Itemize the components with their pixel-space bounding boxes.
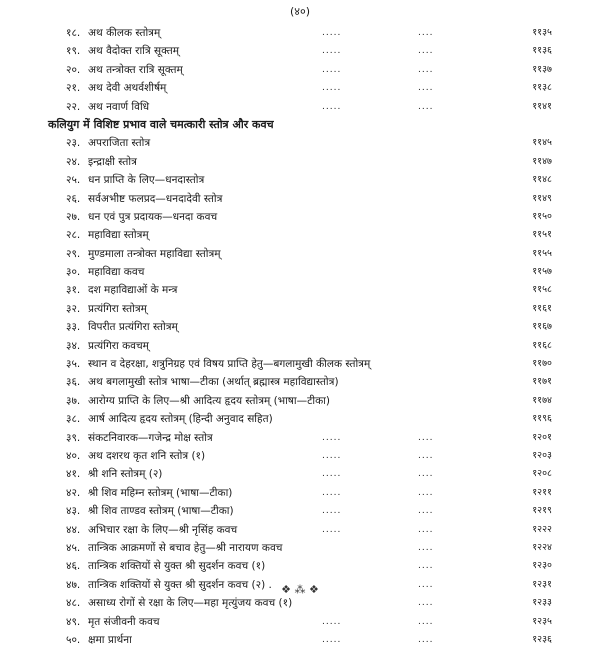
entry-number: २७. [66, 210, 81, 223]
entry-number: २९. [66, 247, 81, 260]
dot-leader: ..... [322, 432, 342, 443]
entry-title: अथ तन्त्रोक्त रात्रि सूक्तम् [88, 63, 183, 76]
entry-page-number: ११६८ [532, 339, 552, 351]
entry-number: २२. [66, 100, 81, 113]
entry-number: ३३. [66, 321, 81, 334]
dot-leader: ..... [322, 634, 342, 645]
entry-page-number: ११७४ [532, 394, 552, 406]
entry-page-number: ११३७ [532, 63, 552, 75]
toc-entry [66, 539, 552, 557]
entry-page-number: ११७१ [532, 376, 552, 388]
toc-entry [66, 24, 552, 42]
entry-number: ३८. [66, 413, 81, 426]
dot-leader: ..... [322, 101, 342, 112]
entry-title: धन प्राप्ति के लिए—धनदास्तोत्र [88, 174, 205, 187]
dot-leader: .... [418, 487, 434, 498]
entry-title: अथ वैदोक्त रात्रि सूक्तम् [88, 45, 180, 58]
entry-title: आरोग्य प्राप्ति के लिए—श्री आदित्य हृदय स्तोत्रम् (भाषा—टीका) [88, 394, 330, 407]
entry-title: श्री शिव महिम्न स्तोत्रम् (भाषा—टीका) [88, 486, 233, 499]
toc-entry [66, 263, 552, 281]
entry-number: ४९. [66, 615, 81, 628]
entry-number: ४३. [66, 505, 81, 518]
entry-number: ४७. [66, 578, 81, 591]
dot-leader: ..... [322, 487, 342, 498]
entry-number: ३५. [66, 358, 81, 371]
dot-leader: ..... [322, 64, 342, 75]
entry-number: १८. [66, 27, 81, 39]
dot-leader: ..... [322, 506, 342, 517]
dot-leader: ..... [322, 616, 342, 627]
entry-title: स्थान व देहरक्षा, शत्रुनिग्रह एवं विषय प्राप्ति हेतु—बगलामुखी कीलक स्तोत्रम् [88, 358, 371, 371]
entry-page-number: १२३६ [532, 633, 552, 645]
toc-entry [66, 557, 552, 575]
toc-entry [66, 502, 552, 520]
entry-number: ३४. [66, 339, 81, 352]
dot-leader: ..... [322, 469, 342, 480]
entry-page-number: ११५८ [532, 284, 552, 296]
toc-entry [66, 300, 552, 318]
page-number: (४०) [289, 5, 311, 18]
entry-number: २४. [66, 155, 81, 168]
entry-page-number: १२३३ [532, 597, 552, 609]
entry-title: असाध्य रोगों से रक्षा के लिए—महा मृत्युंजय कवच (१) [88, 597, 293, 610]
entry-title: अभिचार रक्षा के लिए—श्री नृसिंह कवच [88, 523, 238, 536]
toc-entry [66, 373, 552, 391]
entry-number: २५. [66, 174, 81, 187]
entry-title: क्षमा प्रार्थना [88, 633, 132, 646]
entry-number: ४४. [66, 523, 81, 536]
entry-title: महाविद्या कवच [88, 266, 145, 279]
entry-title: इन्द्राक्षी स्तोत्र [88, 155, 137, 168]
toc-entry [66, 61, 552, 79]
toc-entry [66, 171, 552, 189]
dot-leader: .... [418, 506, 434, 517]
ornament-divider: ❖ ⁂ ❖ [281, 583, 319, 596]
entry-number: ४८. [66, 597, 81, 610]
entry-page-number: ११९६ [532, 413, 552, 425]
entry-page-number: १२३१ [532, 578, 552, 590]
toc-entry [66, 465, 552, 483]
entry-page-number: ११४१ [532, 100, 552, 112]
dot-leader: ..... [322, 450, 342, 461]
toc-entry [66, 631, 552, 649]
entry-page-number: ११५१ [532, 229, 552, 241]
entry-page-number: १२०३ [532, 449, 552, 461]
dot-leader: .... [418, 469, 434, 480]
entry-number: २३. [66, 137, 81, 150]
entry-title: अथ देवी अथर्वशीर्षम् [88, 82, 167, 95]
toc-entry [66, 429, 552, 447]
entry-title: अथ कीलक स्तोत्रम् [88, 27, 161, 39]
toc-entry [66, 594, 552, 612]
toc-entry [66, 521, 552, 539]
dot-leader: ..... [322, 524, 342, 535]
entry-title: अपराजिता स्तोत्र [88, 137, 151, 150]
entry-page-number: ११३८ [532, 82, 552, 94]
entry-title: सर्वअभीष्ट फलप्रद—धनदादेवी स्तोत्र [88, 192, 223, 205]
entry-title: अथ दशरथ कृत शनि स्तोत्र (१) [88, 449, 206, 462]
entry-title: धन एवं पुत्र प्रदायक—धनदा कवच [88, 210, 218, 223]
entry-page-number: १२११ [532, 486, 552, 498]
entry-number: ४६. [66, 560, 81, 573]
entry-title: संकटनिवारक—गजेन्द्र मोक्ष स्तोत्र [88, 431, 213, 444]
dot-leader: .... [418, 46, 434, 57]
entry-page-number: १२१९ [532, 505, 552, 517]
entry-title: तान्त्रिक शक्तियों से युक्त श्री सुदर्शन कवच (२) . [88, 578, 272, 591]
entry-page-number: ११५५ [532, 247, 552, 259]
entry-page-number: ११६७ [532, 321, 552, 333]
entry-number: २६. [66, 192, 81, 205]
dot-leader: .... [418, 83, 434, 94]
entry-number: ४०. [66, 449, 81, 462]
toc-entry [66, 281, 552, 299]
entry-page-number: ११४७ [532, 155, 552, 167]
entry-page-number: ११३६ [532, 45, 552, 57]
entry-page-number: ११४५ [532, 137, 552, 149]
entry-title: महाविद्या स्तोत्रम् [88, 229, 149, 242]
entry-title: अथ बगलामुखी स्तोत्र भाषा—टीका (अर्थात् ब्रह्मास्त्र महाविद्यास्तोत्र) [88, 376, 339, 389]
dot-leader: .... [418, 432, 434, 443]
entry-page-number: ११७० [532, 358, 552, 370]
toc-entry [66, 42, 552, 60]
entry-page-number: १२०८ [532, 468, 552, 480]
entry-number: २०. [66, 63, 81, 76]
toc-entry [66, 226, 552, 244]
entry-page-number: ११४९ [532, 192, 552, 204]
dot-leader: .... [418, 561, 434, 572]
dot-leader: .... [418, 616, 434, 627]
toc-entry [66, 355, 552, 373]
entry-title: मुण्डमाला तन्त्रोक्त महाविद्या स्तोत्रम् [88, 247, 221, 260]
dot-leader: .... [418, 579, 434, 590]
entry-number: ३१. [66, 284, 81, 297]
entry-page-number: ११४८ [532, 174, 552, 186]
toc-entry [66, 153, 552, 171]
entry-number: २१. [66, 82, 81, 95]
toc-entry [66, 79, 552, 97]
entry-number: ५०. [66, 633, 81, 646]
entry-page-number: १२३५ [532, 615, 552, 627]
entry-title: विपरीत प्रत्यंगिरा स्तोत्रम् [88, 321, 178, 334]
toc-entry [66, 410, 552, 428]
entry-number: ३०. [66, 266, 81, 279]
entry-title: अथ नवार्ण विधि [88, 100, 150, 113]
toc-entry [66, 337, 552, 355]
entry-title: तान्त्रिक आक्रमणों से बचाव हेतु—श्री नारायण कवच [88, 541, 283, 554]
entry-number: ३२. [66, 302, 81, 315]
entry-page-number: १२०१ [532, 431, 552, 443]
toc-group-after [66, 134, 552, 649]
entry-page-number: ११५० [532, 210, 552, 222]
entry-number: ३६. [66, 376, 81, 389]
entry-title: श्री शनि स्तोत्रम् (२) [88, 468, 163, 481]
dot-leader: .... [418, 524, 434, 535]
entry-number: २८. [66, 229, 81, 242]
entry-number: ३७. [66, 394, 81, 407]
toc-entry [66, 318, 552, 336]
entry-title: दश महाविद्याओं के मन्त्र [88, 284, 178, 297]
entry-title: तान्त्रिक शक्तियों से युक्त श्री सुदर्शन कवच (१) [88, 560, 266, 573]
entry-page-number: ११३५ [532, 27, 552, 38]
entry-number: १९. [66, 45, 81, 58]
entry-number: ३९. [66, 431, 81, 444]
entry-title: श्री शिव ताण्डव स्तोत्रम् (भाषा—टीका) [88, 505, 234, 518]
entry-title: प्रत्यंगिरा स्तोत्रम् [88, 302, 147, 315]
toc-entry [66, 447, 552, 465]
toc-entry [66, 208, 552, 226]
entry-page-number: ११६१ [532, 302, 552, 314]
dot-leader: .... [418, 598, 434, 609]
entry-number: ४५. [66, 541, 81, 554]
entry-page-number: १२२२ [532, 523, 552, 535]
dot-leader: .... [418, 634, 434, 645]
entry-title: प्रत्यंगिरा कवचम् [88, 339, 149, 352]
dot-leader: .... [418, 64, 434, 75]
toc-entry [66, 98, 552, 116]
dot-leader: .... [418, 542, 434, 553]
toc-group-before [66, 24, 552, 116]
toc-entry [66, 245, 552, 263]
toc-list [48, 24, 552, 649]
dot-leader: .... [418, 450, 434, 461]
toc-entry [66, 392, 552, 410]
toc-entry [66, 613, 552, 631]
toc-entry [66, 190, 552, 208]
entry-page-number: ११५७ [532, 266, 552, 278]
toc-entry [66, 484, 552, 502]
dot-leader: ..... [322, 46, 342, 57]
entry-page-number: १२३० [532, 560, 552, 572]
dot-leader: ..... [322, 28, 342, 38]
entry-page-number: १२२४ [532, 541, 552, 553]
dot-leader: .... [418, 101, 434, 112]
dot-leader: .... [418, 28, 434, 38]
toc-entry [66, 134, 552, 152]
entry-number: ४१. [66, 468, 81, 481]
entry-title: मृत संजीवनी कवच [88, 615, 160, 628]
entry-number: ४२. [66, 486, 81, 499]
section-heading: कलियुग में विशिष्ट प्रभाव वाले चमत्कारी स्तोत्र और कवच [48, 117, 274, 131]
dot-leader: ..... [322, 83, 342, 94]
entry-title: आर्ष आदित्य हृदय स्तोत्रम् (हिन्दी अनुवाद सहित) [88, 413, 273, 426]
